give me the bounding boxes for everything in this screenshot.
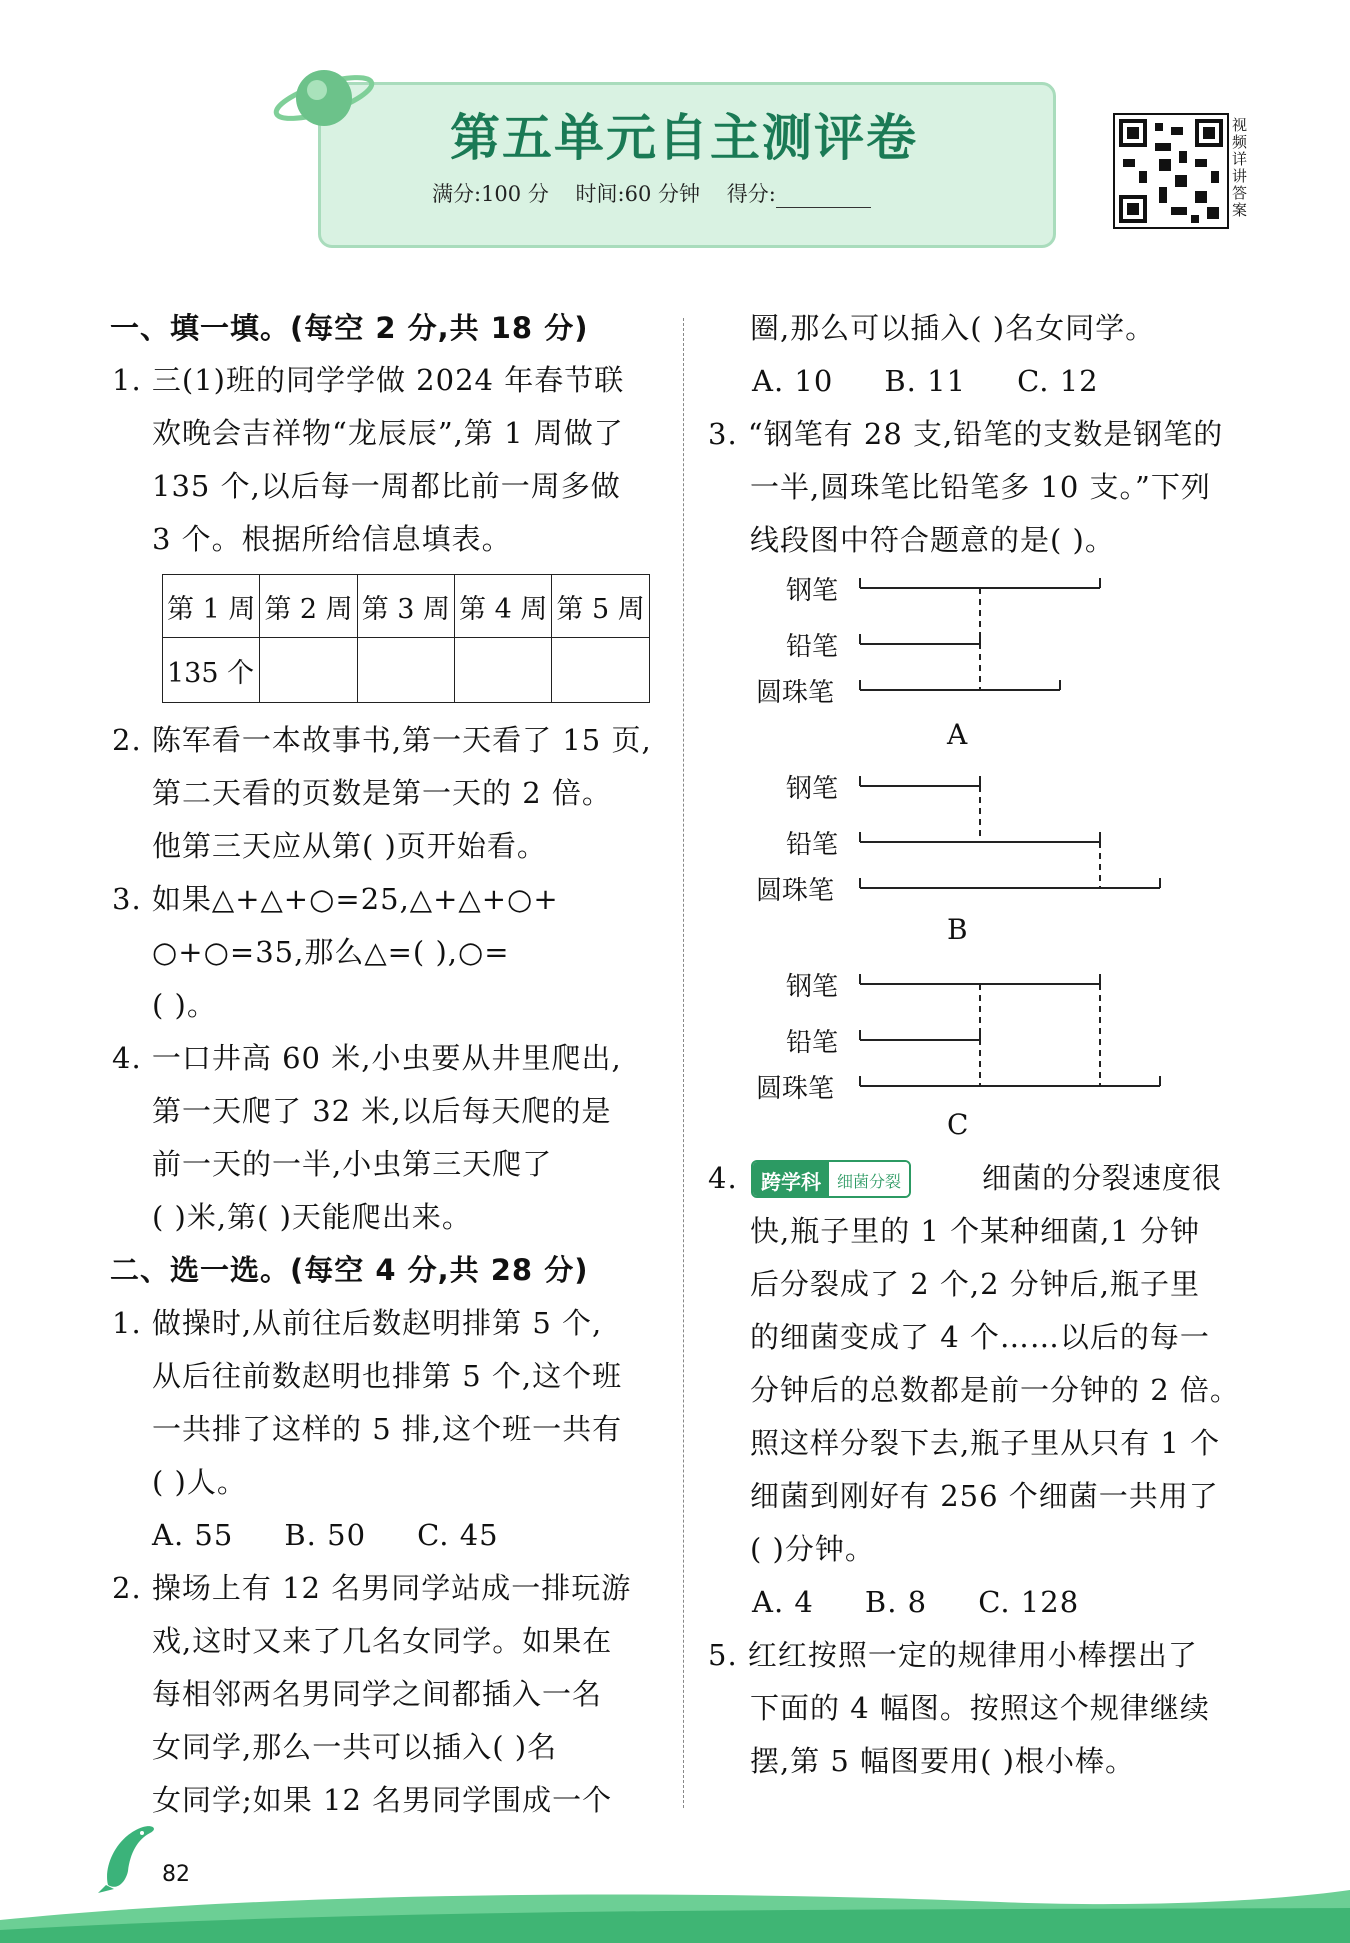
s2q5-line: 5. 红红按照一定的规律用小棒摆出了	[708, 1638, 1198, 1672]
q1-line: 3 个。根据所给信息填表。	[152, 522, 512, 556]
s2q2-line: 女同学,那么一共可以插入( )名	[152, 1730, 558, 1764]
s2q1-line: 从后往前数赵明也排第 5 个,这个班	[152, 1359, 623, 1393]
s2q2-line: 2. 操场上有 12 名男同学站成一排玩游	[112, 1571, 632, 1605]
label-ballpoint: 圆珠笔	[756, 678, 835, 708]
table-row	[163, 638, 650, 703]
column-divider	[683, 318, 684, 1808]
exam-meta	[432, 178, 871, 208]
score-blank	[776, 187, 871, 208]
table-header: 第 3 周	[357, 575, 454, 638]
segment-diagram-b[interactable]	[860, 776, 1160, 888]
q1-line: 欢晚会吉祥物“龙辰辰”,第 1 周做了	[152, 416, 624, 450]
q4-line: 第一天爬了 32 米,以后每天爬的是	[152, 1094, 612, 1128]
s2q2-line: 每相邻两名男同学之间都插入一名	[152, 1677, 603, 1711]
label-pen: 钢笔	[786, 972, 839, 1002]
s2q5-line: 摆,第 5 幅图要用( )根小棒。	[750, 1744, 1135, 1778]
s2q5-line: 下面的 4 幅图。按照这个规律继续	[750, 1691, 1210, 1725]
q2-line: 2. 陈军看一本故事书,第一天看了 15 页,	[112, 723, 652, 757]
qr-code-icon[interactable]	[1113, 113, 1229, 229]
q3-line: ( )。	[152, 988, 217, 1022]
s2q2-line: 女同学;如果 12 名男同学围成一个	[152, 1783, 613, 1817]
segment-diagram-a[interactable]	[860, 578, 1100, 690]
qr-pattern	[1115, 115, 1227, 227]
s2q3-line: 一半,圆珠笔比铅笔多 10 支。”下列	[750, 470, 1211, 504]
q2-line: 第二天看的页数是第一天的 2 倍。	[152, 776, 612, 810]
q2-line: 他第三天应从第( )页开始看。	[152, 829, 547, 863]
s2q4-line: 分钟后的总数都是前一分钟的 2 倍。	[750, 1373, 1240, 1407]
section-2-title: 二、选一选。(每空 4 分,共 28 分)	[110, 1253, 589, 1287]
table-header: 第 4 周	[455, 575, 552, 638]
q4-line: 前一天的一半,小虫第三天爬了	[152, 1147, 553, 1181]
s2q4-line: ( )分钟。	[750, 1532, 875, 1566]
footer-wave	[0, 1880, 1350, 1943]
s2q4-line: 细菌到刚好有 256 个细菌一共用了	[750, 1479, 1219, 1513]
s2q1-line: 1. 做操时,从前往后数赵明排第 5 个,	[112, 1306, 603, 1340]
s2q2-options[interactable]: A. 10 B. 11 C. 12	[752, 364, 1099, 398]
option-c-label[interactable]: C	[947, 1108, 969, 1141]
s2q4-options[interactable]: A. 4 B. 8 C. 128	[752, 1585, 1080, 1619]
weekly-table	[162, 574, 650, 703]
table-header-row	[163, 575, 650, 638]
s2q4-line: 细菌的分裂速度很	[982, 1161, 1223, 1195]
table-cell-blank[interactable]	[260, 638, 357, 703]
label-pen: 钢笔	[786, 774, 839, 804]
label-pencil: 铅笔	[786, 830, 839, 860]
q3-line: 3. 如果△+△+○=25,△+△+○+	[112, 882, 559, 916]
option-a-label[interactable]: A	[947, 718, 968, 751]
s2q4-line: 后分裂成了 2 个,2 分钟后,瓶子里	[750, 1267, 1200, 1301]
s2q4-number: 4.	[708, 1161, 738, 1195]
q4-line: 4. 一口井高 60 米,小虫要从井里爬出,	[112, 1041, 622, 1075]
option-b-label[interactable]: B	[947, 913, 968, 946]
table-header: 第 1 周	[163, 575, 260, 638]
segment-diagram-c[interactable]	[860, 974, 1160, 1086]
page-title: 第五单元自主测评卷	[450, 109, 918, 167]
time-limit: 时间:60 分钟	[575, 182, 701, 206]
table-header: 第 5 周	[552, 575, 649, 638]
s2q2-continuation: 圈,那么可以插入( )名女同学。	[750, 311, 1156, 345]
s2q4-line: 快,瓶子里的 1 个某种细菌,1 分钟	[750, 1214, 1200, 1248]
cross-subject-tag	[751, 1160, 911, 1198]
qr-label: 视频详讲答案	[1232, 116, 1248, 219]
s2q3-line: 3. “钢笔有 28 支,铅笔的支数是钢笔的	[708, 417, 1224, 451]
label-ballpoint: 圆珠笔	[756, 1074, 835, 1104]
full-score: 满分:100 分	[432, 182, 549, 206]
s2q3-line: 线段图中符合题意的是( )。	[750, 523, 1115, 557]
tag-sub: 细菌分裂	[829, 1162, 909, 1196]
label-ballpoint: 圆珠笔	[756, 876, 835, 906]
s2q4-line: 的细菌变成了 4 个……以后的每一	[750, 1320, 1210, 1354]
s2q4-line: 照这样分裂下去,瓶子里从只有 1 个	[750, 1426, 1221, 1460]
label-pencil: 铅笔	[786, 632, 839, 662]
score-label: 得分:	[726, 182, 776, 206]
tag-main: 跨学科	[753, 1162, 829, 1196]
label-pencil: 铅笔	[786, 1028, 839, 1058]
table-cell-blank[interactable]	[455, 638, 552, 703]
s2q1-options[interactable]: A. 55 B. 50 C. 45	[152, 1518, 499, 1552]
s2q2-line: 戏,这时又来了几名女同学。如果在	[152, 1624, 613, 1658]
table-cell: 135 个	[163, 638, 260, 703]
table-header: 第 2 周	[260, 575, 357, 638]
q4-line: ( )米,第( )天能爬出来。	[152, 1200, 472, 1234]
table-cell-blank[interactable]	[357, 638, 454, 703]
q1-line: 135 个,以后每一周都比前一周多做	[152, 469, 621, 503]
page-number: 82	[162, 1862, 190, 1887]
q1-line: 1. 三(1)班的同学学做 2024 年春节联	[112, 363, 625, 397]
q3-line: ○+○=35,那么△=( ),○=	[152, 935, 510, 969]
s2q1-line: ( )人。	[152, 1465, 247, 1499]
label-pen: 钢笔	[786, 576, 839, 606]
table-cell-blank[interactable]	[552, 638, 649, 703]
section-1-title: 一、填一填。(每空 2 分,共 18 分)	[110, 311, 589, 345]
s2q1-line: 一共排了这样的 5 排,这个班一共有	[152, 1412, 623, 1446]
